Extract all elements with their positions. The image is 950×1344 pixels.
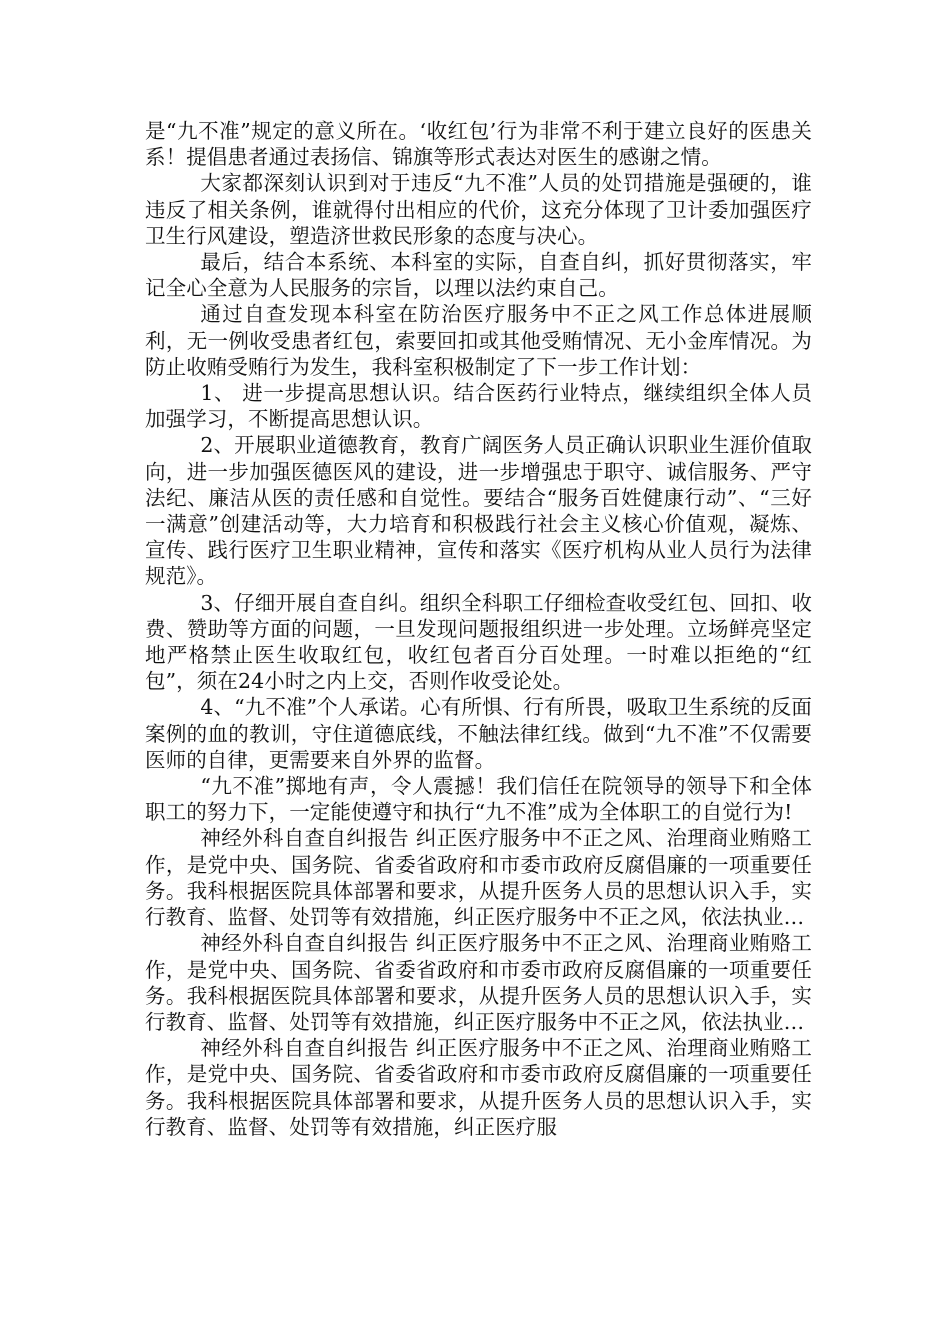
document-page	[145, 118, 812, 1140]
report-excerpt-1: 神经外科自查自纠报告 纠正医疗服务中不正之风、治理商业贿赂工作，是党中央、国务院、省委省政府和市委市政府反腐倡廉的一项重要任务。我科根据医院具体部署和要求，从提升医务人员的思想认识入手，实行教育、监督、处罚等有效措施，纠正医疗服务中不正之风，依法执业…	[145, 826, 812, 930]
plan-item-4: 4、“九不准”个人承诺。心有所惧、行有所畏，吸取卫生系统的反面案例的血的教训，守住道德底线，不触法律红线。做到“九不准”不仅需要医师的自律，更需要来自外界的监督。	[145, 695, 812, 772]
paragraph-punishment: 大家都深刻认识到对于违反“九不准”人员的处罚措施是强硬的，谁违反了相关条例，谁就得付出相应的代价，这充分体现了卫计委加强医疗卫生行风建设，塑造济世救民形象的态度与决心。	[145, 171, 812, 248]
plan-item-2: 2、开展职业道德教育，教育广阔医务人员正确认识职业生涯价值取向，进一步加强医德医风的建设，进一步增强忠于职守、诚信服务、严守法纪、廉洁从医的责任感和自觉性。要结合“服务百姓健康行动”、“三好一满意”创建活动等，大力培育和积极践行社会主义核心价值观，凝炼、宣传、践行医疗卫生职业精神，宣传和落实《医疗机构从业人员行为法律规范》。	[145, 433, 812, 589]
paragraph-self-check-result: 通过自查发现本科室在防治医疗服务中不正之风工作总体进展顺利，无一例收受患者红包，索要回扣或其他受贿情况、无小金库情况。为防止收贿受贿行为发生，我科室积极制定了下一步工作计划：	[145, 302, 812, 379]
paragraph-continuation: 是“九不准”规定的意义所在。‘收红包’行为非常不利于建立良好的医患关系！提倡患者通过表扬信、锦旗等形式表达对医生的感谢之情。	[145, 119, 812, 170]
paragraph-conclusion: “九不准”掷地有声，令人震撼！我们信任在院领导的领导下和全体职工的努力下，一定能使遵守和执行“九不准”成为全体职工的自觉行为!	[145, 774, 812, 825]
report-excerpt-3: 神经外科自查自纠报告 纠正医疗服务中不正之风、治理商业贿赂工作，是党中央、国务院、省委省政府和市委市政府反腐倡廉的一项重要任务。我科根据医院具体部署和要求，从提升医务人员的思想认识入手，实行教育、监督、处罚等有效措施，纠正医疗服	[145, 1036, 812, 1139]
paragraph-finally: 最后，结合本系统、本科室的实际，自查自纠，抓好贯彻落实，牢记全心全意为人民服务的宗旨，以理以法约束自己。	[145, 250, 812, 301]
plan-item-3: 3、仔细开展自查自纠。组织全科职工仔细检查收受红包、回扣、收费、赞助等方面的问题，一旦发现问题报组织进一步处理。立场鲜亮坚定地严格禁止医生收取红包，收红包者百分百处理。一时难以拒绝的“红包”，须在24小时之内上交，否则作收受论处。	[145, 590, 812, 694]
report-excerpt-2: 神经外科自查自纠报告 纠正医疗服务中不正之风、治理商业贿赂工作，是党中央、国务院、省委省政府和市委市政府反腐倡廉的一项重要任务。我科根据医院具体部署和要求，从提升医务人员的思想认识入手，实行教育、监督、处罚等有效措施，纠正医疗服务中不正之风，依法执业…	[145, 931, 812, 1034]
plan-item-1: 1、 进一步提高思想认识。结合医药行业特点，继续组织全体人员加强学习，不断提高思想认识。	[145, 381, 812, 432]
